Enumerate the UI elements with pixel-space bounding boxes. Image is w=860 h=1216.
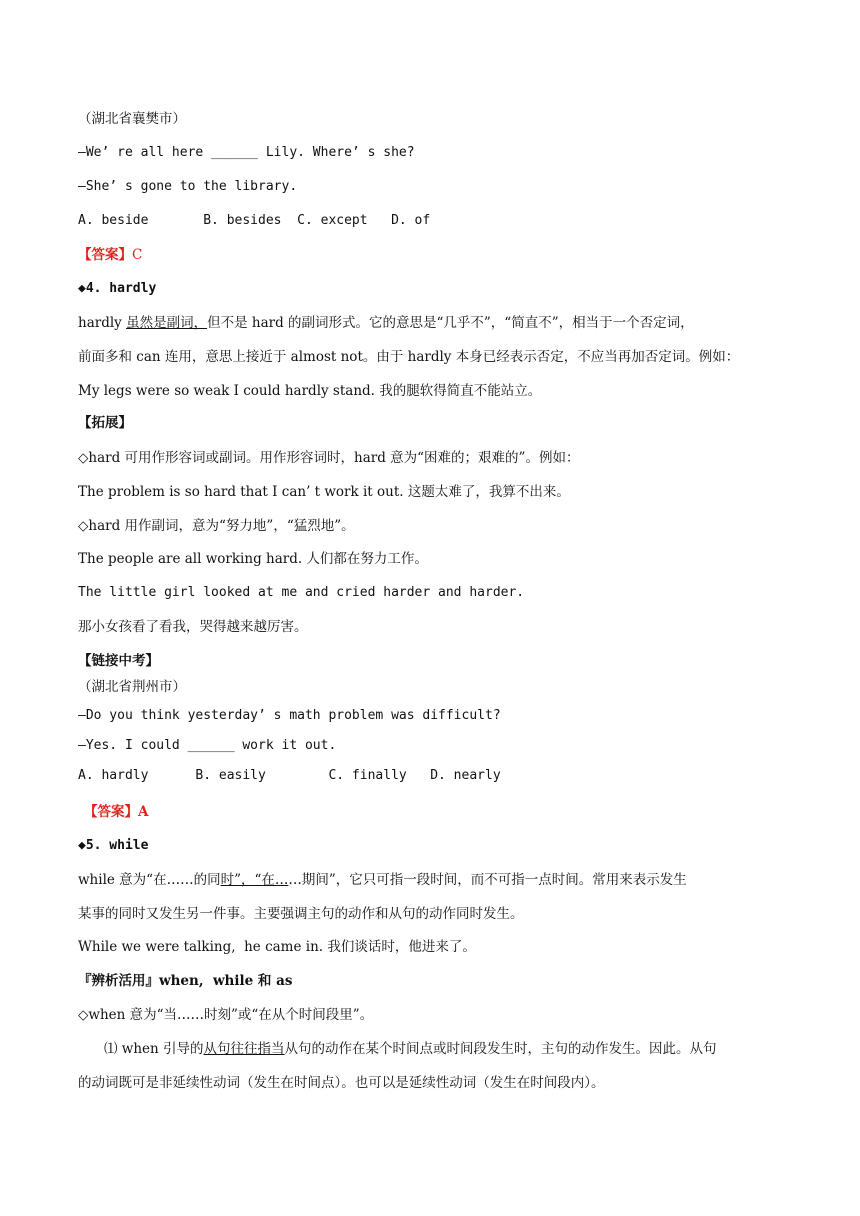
underlined-text: 时”，“在… (220, 872, 289, 888)
answer-options: A. hardly B. easily C. finally D. nearly (78, 768, 501, 783)
question-source: （湖北省襄樊市） (78, 111, 186, 127)
text-span: …期间”，它只可指一段时间，而不可指一点时间。常用来表示发生 (288, 872, 687, 888)
paragraph-line (78, 314, 820, 332)
question-source: （湖北省荆州市） (78, 679, 186, 695)
expand-heading: 【拓展】 (78, 415, 132, 431)
paragraph-line: ◇hard 用作副词，意为“努力地”，“猛烈地”。 (78, 518, 355, 534)
compare-heading: 『辨析活用』when, while 和 as (78, 973, 293, 989)
example-translation: 那小女孩看了看我，哭得越来越厉害。 (78, 619, 308, 635)
answer-label: 【答案】 (84, 804, 138, 820)
text-span: ⑴ when 引导的 (104, 1041, 204, 1057)
paragraph-line (104, 1040, 820, 1058)
question-line: —We’ re all here ______ Lily. Where’ s she? (78, 145, 415, 160)
section-heading: ◆4. hardly (78, 281, 157, 296)
answer-options: A. beside B. besides C. except D. of (78, 213, 431, 228)
paragraph-line: 前面多和 can 连用，意思上接近于 almost not。由于 hardly 本身已经表示否定，不应当再加否定词。例如： (78, 349, 740, 365)
section-heading: ◆5. while (78, 838, 149, 853)
question-line: —She’ s gone to the library. (78, 179, 298, 194)
paragraph-line: ◇when 意为“当……时刻”或“在从个时间段里”。 (78, 1007, 374, 1023)
underlined-text: 从句往往指当 (203, 1041, 285, 1057)
answer-value: A (138, 804, 149, 820)
text-span: hardly (78, 315, 127, 331)
paragraph-line: 的动词既可是非延续性动词（发生在时间点）。也可以是延续性动词（发生在时间段内）。 (78, 1075, 605, 1091)
answer-key (84, 803, 820, 821)
paragraph-line: 某事的同时又发生另一件事。主要强调主句的动作和从句的动作同时发生。 (78, 906, 524, 922)
example-sentence: The people are all working hard. 人们都在努力工作。 (78, 551, 428, 567)
paragraph-line: ◇hard 可用作形容词或副词。用作形容词时，hard 意为“困难的；艰难的”。例如： (78, 450, 580, 466)
link-exam-heading: 【链接中考】 (78, 653, 159, 669)
paragraph-line (78, 871, 820, 889)
example-sentence: The little girl looked at me and cried harder and harder. (78, 585, 525, 600)
answer-key (78, 246, 820, 264)
example-sentence: The problem is so hard that I can’ t work it out. 这题太难了，我算不出来。 (78, 484, 570, 500)
answer-value: C (132, 247, 143, 263)
text-span: while 意为“在……的同 (78, 872, 221, 888)
answer-label: 【答案】 (78, 247, 132, 263)
underlined-text: 虽然是副词， (126, 315, 208, 331)
question-line: —Yes. I could ______ work it out. (78, 738, 337, 753)
text-span: 但不是 hard 的副词形式。它的意思是“几乎不”，“简直不”，相当于一个否定词， (207, 315, 694, 331)
example-sentence: While we were talking, he came in. 我们谈话时，他进来了。 (78, 939, 476, 955)
example-sentence: My legs were so weak I could hardly stand. 我的腿软得简直不能站立。 (78, 383, 542, 399)
question-line: —Do you think yesterday’ s math problem was difficult? (78, 708, 501, 723)
text-span: 从句的动作在某个时间点或时间段发生时，主句的动作发生。因此。从句 (284, 1041, 717, 1057)
